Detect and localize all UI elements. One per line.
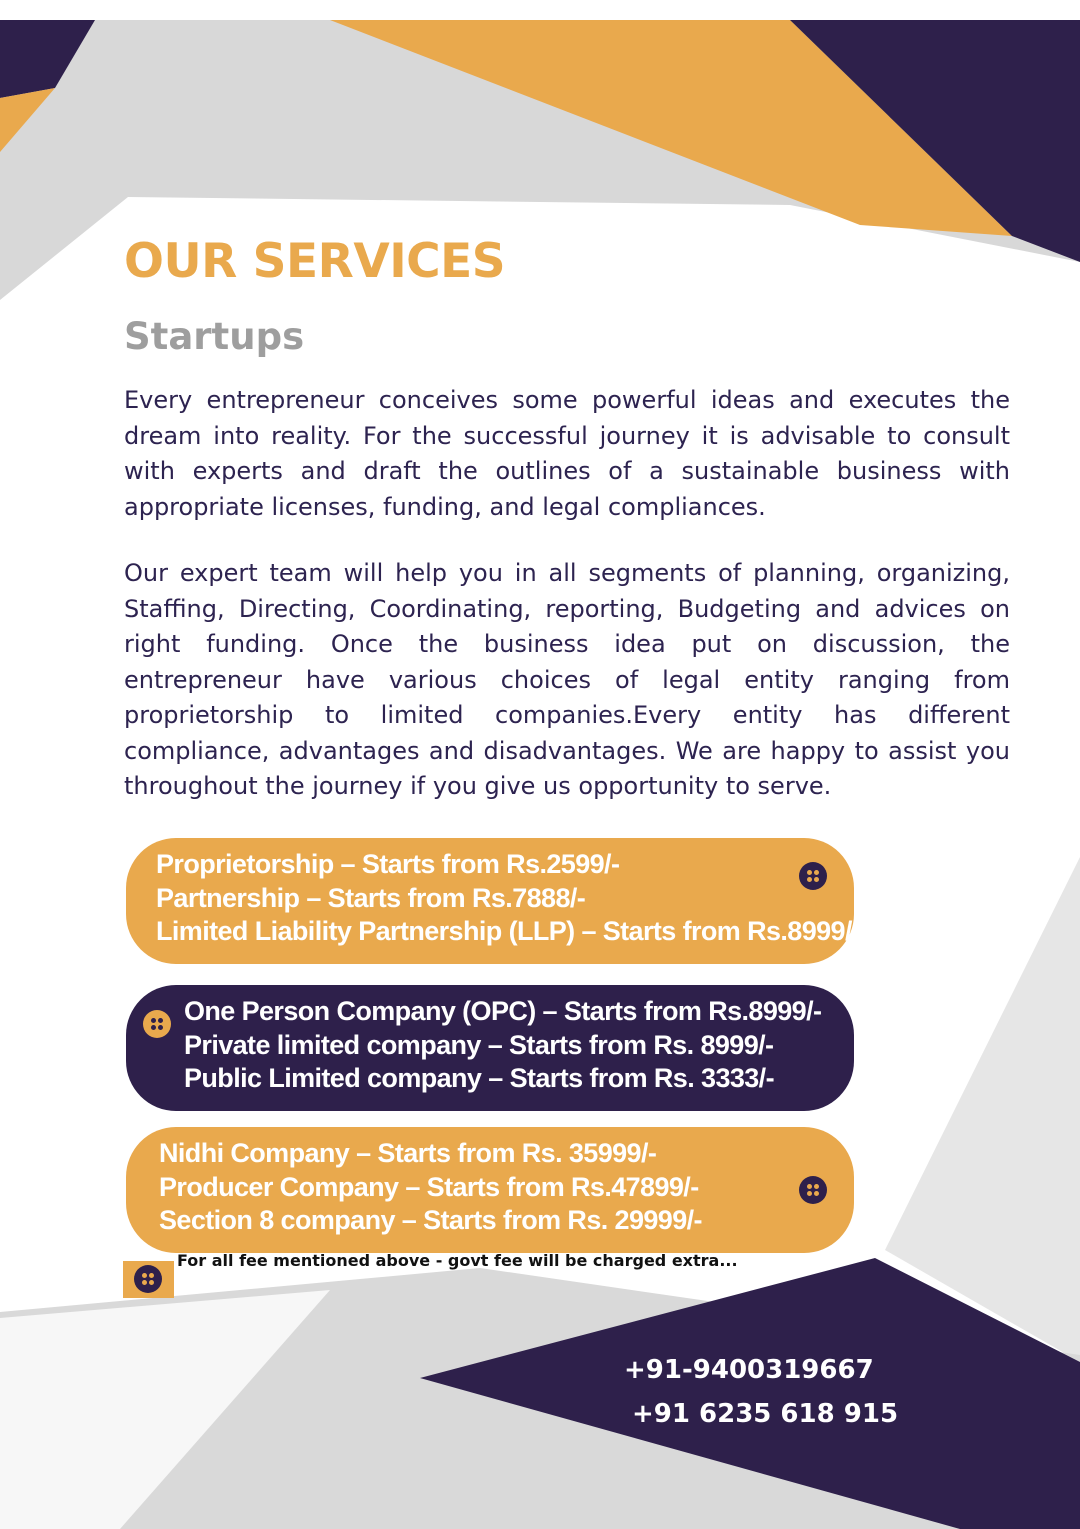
pricing-group-2	[126, 985, 854, 1111]
price-item: Partnership – Starts from Rs.7888/-	[156, 882, 586, 913]
price-item: Limited Liability Partnership (LLP) – Starts from Rs.8999/-	[156, 916, 861, 946]
price-item: Nidhi Company – Starts from Rs. 35999/-	[159, 1138, 657, 1168]
price-item: Producer Company – Starts from Rs.47899/-	[159, 1171, 699, 1202]
fee-note: For all fee mentioned above - govt fee will be charged extra...	[177, 1251, 738, 1270]
four-dot-bullet-icon	[143, 1010, 171, 1038]
note-marker	[123, 1261, 174, 1298]
price-item: Proprietorship – Starts from Rs.2599/-	[156, 849, 620, 879]
four-dot-bullet-icon	[799, 862, 827, 890]
pricing-group-1	[126, 838, 861, 964]
phone-number-2[interactable]: +91 6235 618 915	[632, 1399, 899, 1429]
pricing-group-3	[126, 1127, 854, 1253]
four-dot-bullet-icon	[799, 1176, 827, 1204]
four-dot-bullet-icon	[134, 1265, 162, 1293]
phone-number-1[interactable]: +91-9400319667	[624, 1355, 874, 1385]
section-subtitle: Startups	[124, 315, 305, 358]
price-item: Section 8 company – Starts from Rs. 29999/-	[159, 1205, 702, 1235]
price-item: One Person Company (OPC) – Starts from Rs.8999/-	[184, 996, 822, 1026]
page-title: OUR SERVICES	[124, 234, 506, 289]
price-item: Public Limited company – Starts from Rs. 3333/-	[184, 1063, 774, 1093]
intro-paragraph: Every entrepreneur conceives some powerful ideas and executes the dream into reality. For the successful journey it is advisable to consult with experts and draft the outlines of a sustainable business with appropriate licenses, funding, and legal compliances.	[124, 386, 1010, 521]
services-paragraph: Our expert team will help you in all segments of planning, organizing, Staffing, Directing, Coordinating, reporting, Budgeting and advices on right funding. Once the business idea put on discussion, the entrepreneur have various choices of legal entity ranging from proprietorship to limited companies.Every entity has different compliance, advantages and disadvantages. We are happy to assist you throughout the journey if you give us opportunity to serve.	[124, 559, 1010, 800]
price-item: Private limited company – Starts from Rs. 8999/-	[184, 1029, 774, 1060]
